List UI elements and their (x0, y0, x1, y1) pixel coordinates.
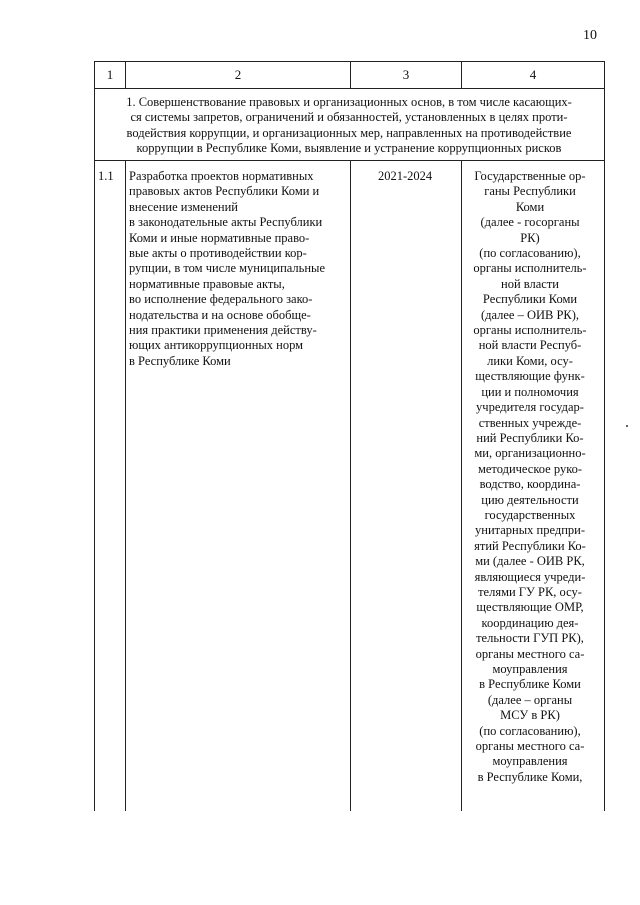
column-divider-1-body (125, 160, 126, 811)
executor-line: (по согласованию), (479, 723, 581, 738)
executor-line: лики Коми, осу- (487, 353, 573, 368)
header-col-4: 4 (529, 67, 537, 82)
section-title-line: коррупции в Республике Коми, выявление и устранение коррупционных рисков (136, 141, 562, 156)
table-border-left (94, 61, 95, 811)
description-line: во исполнение федерального зако- (129, 292, 313, 307)
executor-line: ганы Республики (484, 184, 576, 199)
executor-line: телями ГУ РК, осу- (478, 584, 582, 599)
executor-line: (далее – ОИВ РК), (480, 307, 580, 322)
section-title (98, 95, 600, 157)
row-description (129, 169, 325, 369)
section-title-line: водействия коррупции, и организационных мер, направленных на противодействие (126, 125, 572, 140)
description-line: нодательства и на основе обобще- (129, 307, 311, 322)
executor-line: учредителя государ- (476, 400, 584, 415)
executor-line: ной власти Респуб- (478, 338, 582, 353)
executor-line: координацию дея- (481, 615, 579, 630)
executor-line: МСУ в РК) (500, 708, 560, 723)
description-line: Разработка проектов нормативных (129, 169, 314, 183)
row-period: 2021-2024 (378, 169, 433, 183)
executor-line: Государственные ор- (474, 169, 586, 183)
executor-line: моуправления (492, 662, 568, 676)
executor-line: ществляющие ОМР, (476, 600, 584, 615)
executor-line: (далее - госорганы (480, 215, 580, 230)
description-line: правовых актов Республики Коми и (129, 184, 320, 199)
description-line: нормативные правовые акты, (129, 276, 285, 291)
executor-line: моуправления (492, 754, 568, 769)
header-col-3: 3 (402, 67, 410, 82)
executor-line: ственных учрежде- (478, 415, 582, 430)
executor-line: водство, координа- (479, 477, 581, 492)
executor-line: (по согласованию), (479, 246, 581, 261)
executor-line: РК) (520, 230, 540, 245)
executor-line: ми (далее - ОИВ РК, (475, 554, 585, 569)
description-line: ющих антикоррупционных норм (129, 338, 304, 353)
executor-line: органы исполнитель- (473, 323, 587, 338)
executor-line: ний Республики Ко- (476, 430, 584, 445)
row-number: 1.1 (98, 169, 114, 183)
column-divider-2-body (350, 160, 351, 811)
executor-line: методическое руко- (477, 461, 583, 476)
executor-line: органы местного са- (475, 646, 585, 661)
description-line: в Республике Коми (129, 353, 231, 368)
executor-line: ществляющие функ- (475, 369, 585, 384)
executor-line: органы исполнитель- (473, 261, 587, 276)
executor-line: органы местного са- (475, 739, 585, 754)
description-line: рупции, в том числе муниципальные (129, 261, 325, 276)
section-title-line: 1. Совершенствование правовых и организационных основ, в том числе касающих- (126, 95, 572, 109)
description-line: вые акты о противодействии кор- (129, 246, 307, 261)
executor-line: тельности ГУП РК), (476, 631, 584, 646)
stray-dot (626, 425, 628, 427)
executor-line: в Республике Коми, (477, 769, 583, 784)
header-col-2: 2 (234, 67, 242, 82)
executor-line: (далее – органы (487, 692, 573, 707)
header-col-1: 1 (106, 67, 114, 82)
executor-line: цию деятельности (481, 492, 579, 507)
executor-line: государственных (484, 507, 576, 522)
row-executors (460, 169, 600, 785)
executor-line: ятий Республики Ко- (474, 538, 586, 553)
executor-line: Республики Коми (482, 292, 578, 307)
executor-line: Коми (515, 199, 545, 214)
executor-line: ной власти (501, 276, 559, 291)
section-row-bottom-line (94, 160, 604, 161)
executor-line: ми, организационно- (474, 446, 586, 461)
description-line: в законодательные акты Республики (129, 215, 323, 230)
executor-line: ции и полномочия (481, 384, 579, 399)
section-title-line: ся системы запретов, ограничений и обязанностей, установленных в целях проти- (130, 110, 568, 125)
table-border-right (604, 61, 605, 811)
table-header-bottom-line (94, 88, 604, 89)
executor-line: унитарных предпри- (475, 523, 585, 538)
description-line: внесение изменений (129, 199, 238, 214)
page-number: 10 (583, 28, 597, 43)
description-line: Коми и иные нормативные право- (129, 230, 310, 245)
executor-line: в Республике Коми (479, 677, 581, 692)
executor-line: являющиеся учреди- (474, 569, 586, 584)
description-line: ния практики применения действу- (129, 323, 317, 338)
table-border-top (94, 61, 604, 62)
